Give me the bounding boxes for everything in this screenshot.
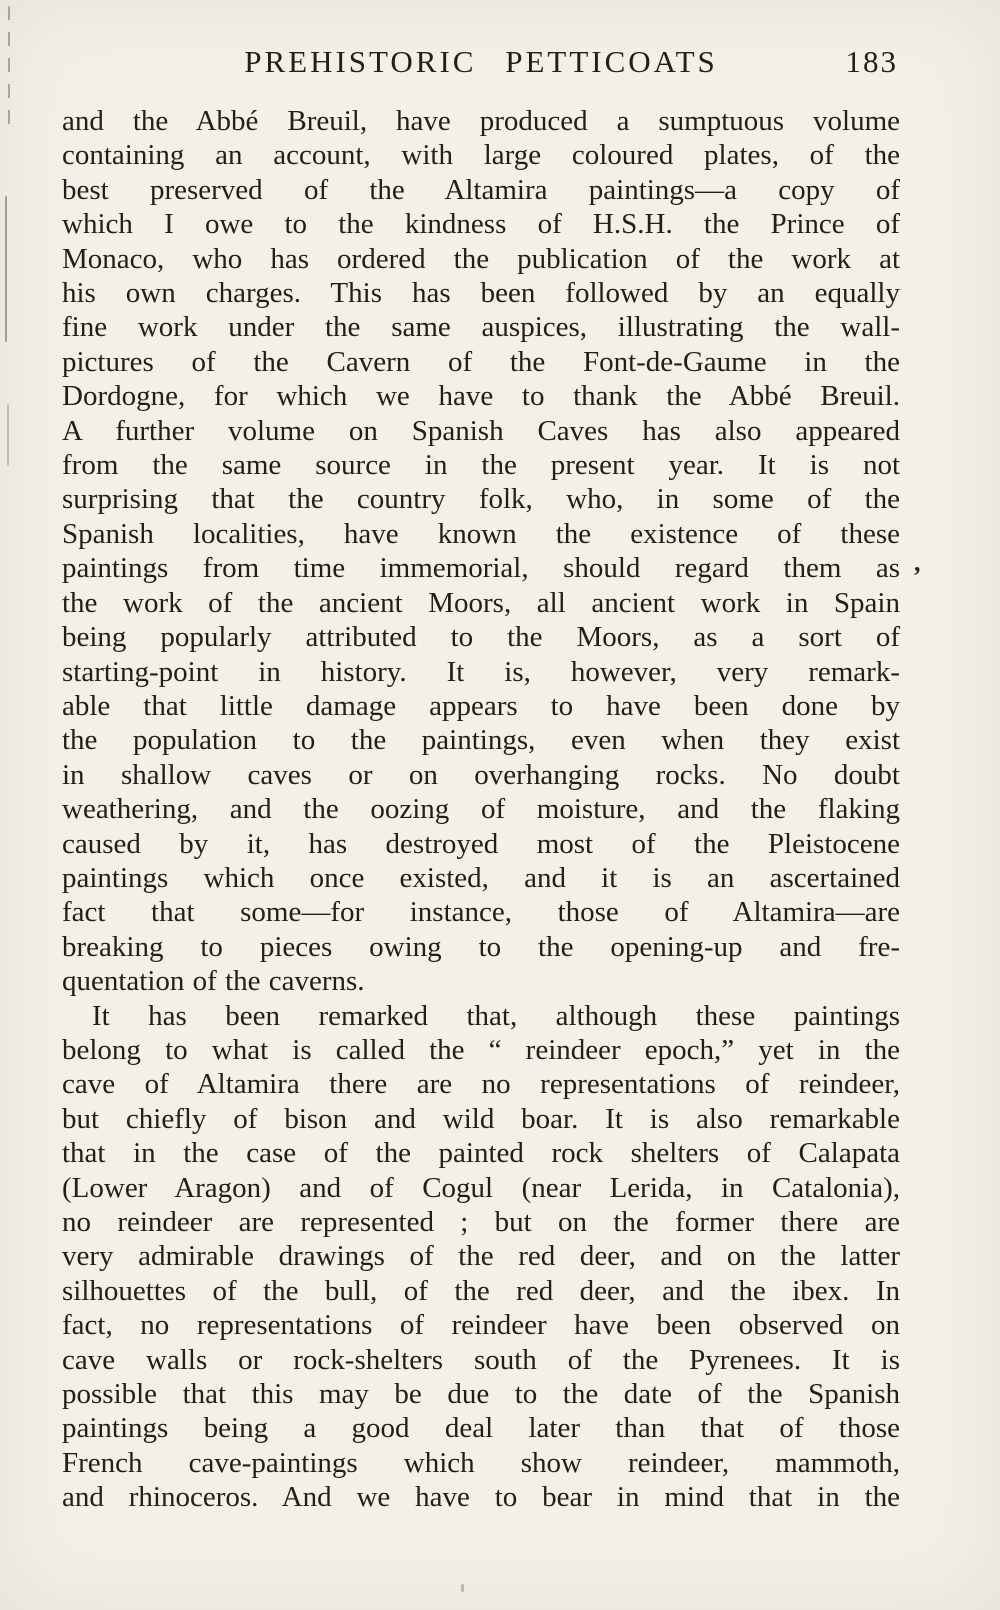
text-line: belong to what is called the “ reindeer epoch,” yet in the (62, 1033, 900, 1066)
text-line: A further volume on Spanish Caves has also appeared (62, 414, 900, 447)
page-content (62, 44, 900, 1515)
text-line: and the Abbé Breuil, have produced a sumptuous volume (62, 105, 900, 137)
text-line: cave walls or rock-shelters south of the Pyrenees. It is (62, 1343, 900, 1376)
text-line: fact that some—for instance, those of Altamira—are (62, 896, 900, 929)
text-line: able that little damage appears to have been done by (62, 689, 900, 722)
text-line: surprising that the country folk, who, in some of the (62, 483, 900, 516)
text-line: pictures of the Cavern of the Font-de-Gaume in the (62, 345, 900, 378)
text-line: no reindeer are represented ; but on the former there are (62, 1206, 900, 1238)
text-line: being popularly attributed to the Moors, as a sort of (62, 621, 900, 654)
text-line: Dordogne, for which we have to thank the Abbé Breuil. (62, 380, 900, 413)
text-line: his own charges. This has been followed by an equally (62, 277, 900, 310)
text-line: best preserved of the Altamira paintings—a copy of (62, 173, 900, 206)
text-line: paintings which once existed, and it is an ascertained (62, 861, 900, 894)
text-line: which I owe to the kindness of H.S.H. the Prince of (62, 208, 900, 241)
text-line: (Lower Aragon) and of Cogul (near Lerida, in Catalonia), (62, 1171, 900, 1204)
text-line: weathering, and the oozing of moisture, and the flaking (62, 793, 900, 826)
text-line: Monaco, who has ordered the publication of the work at (62, 242, 900, 275)
text-line: It has been remarked that, although these paintings (92, 999, 900, 1032)
text-line: fact, no representations of reindeer have been observed on (62, 1309, 900, 1342)
page-header (62, 44, 900, 96)
scan-artifact (5, 196, 7, 342)
margin-mark: , (914, 548, 921, 577)
text-line: quentation of the caverns. (62, 965, 365, 998)
text-line: French cave-paintings which show reindeer, mammoth, (62, 1446, 900, 1479)
page-title: PREHISTORIC PETTICOATS (244, 44, 718, 79)
text-line: and rhinoceros. And we have to bear in mind that in the (62, 1481, 900, 1514)
text-line: fine work under the same auspices, illustrating the wall- (62, 311, 900, 344)
paragraph (62, 999, 900, 1515)
text-block (62, 104, 900, 1515)
text-line: but chiefly of bison and wild boar. It is also remarkable (62, 1102, 900, 1135)
scan-artifact (8, 6, 10, 128)
scan-artifact (7, 404, 9, 466)
text-line: paintings from time immemorial, should regard them as (62, 552, 900, 585)
text-line: breaking to pieces owing to the opening-up and fre- (62, 930, 900, 963)
scan-speck (461, 1584, 464, 1592)
text-line: very admirable drawings of the red deer, and on the latter (62, 1240, 900, 1273)
text-line: starting-point in history. It is, however, very remark- (62, 655, 900, 688)
text-line: in shallow caves or on overhanging rocks. No doubt (62, 758, 900, 791)
text-line: silhouettes of the bull, of the red deer, and the ibex. In (62, 1274, 900, 1307)
text-line: cave of Altamira there are no representations of reindeer, (62, 1068, 900, 1101)
text-line: that in the case of the painted rock shelters of Calapata (62, 1137, 900, 1170)
paragraph (62, 104, 900, 999)
text-line: Spanish localities, have known the existence of these (62, 517, 900, 550)
text-line: paintings being a good deal later than that of those (62, 1412, 900, 1445)
text-line: containing an account, with large coloured plates, of the (62, 139, 900, 172)
text-line: the work of the ancient Moors, all ancient work in Spain (62, 586, 900, 619)
text-line: possible that this may be due to the date of the Spanish (62, 1378, 900, 1411)
text-line: from the same source in the present year. It is not (62, 449, 900, 482)
text-line: caused by it, has destroyed most of the Pleistocene (62, 827, 900, 860)
page-number: 183 (845, 44, 898, 79)
text-line: the population to the paintings, even when they exist (62, 724, 900, 757)
